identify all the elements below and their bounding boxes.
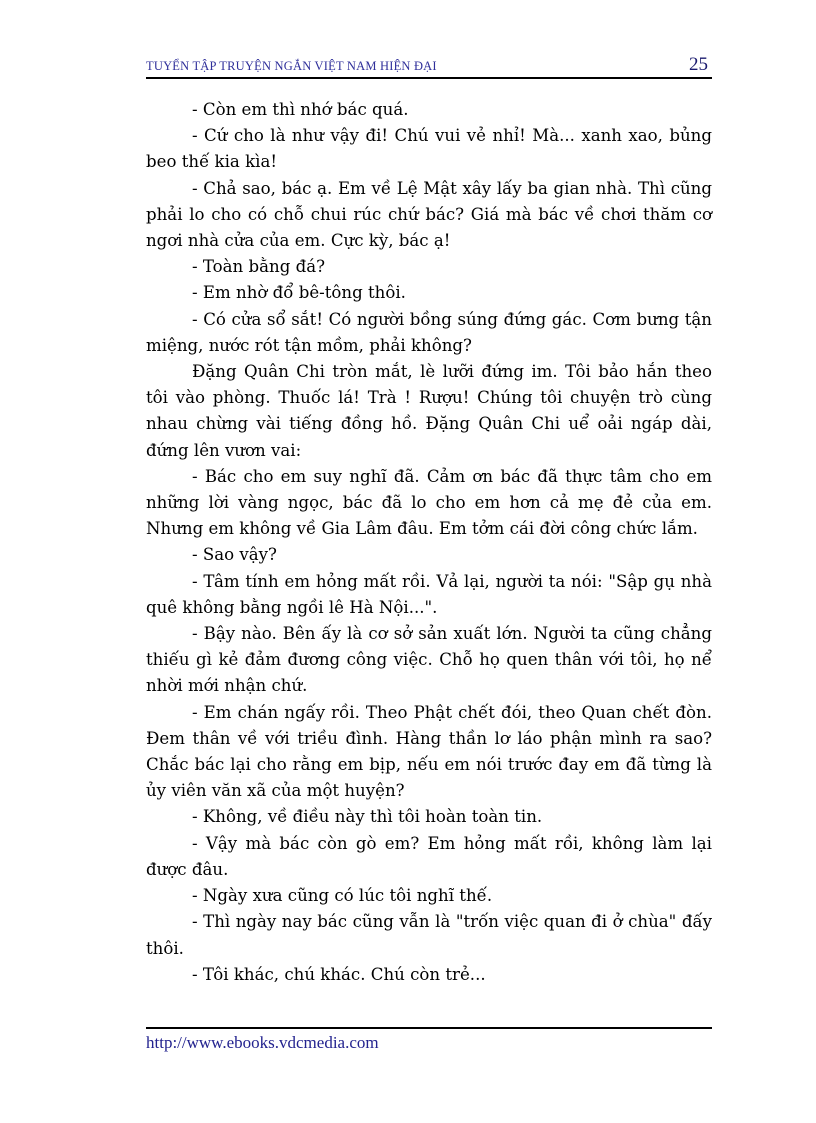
paragraph: - Có cửa sổ sắt! Có người bồng súng đứng gác. Cơm bưng tận miệng, nước rót tận mồm, phải không?	[146, 309, 712, 355]
story-text	[146, 97, 712, 988]
paragraph: - Ngày xưa cũng có lúc tôi nghĩ thế.	[192, 886, 493, 906]
paragraph: - Em nhờ đổ bê-tông thôi.	[192, 283, 406, 303]
paragraph: - Toàn bằng đá?	[192, 257, 326, 277]
paragraph: Đặng Quân Chi tròn mắt, lè lưỡi đứng im. Tôi bảo hắn theo tôi vào phòng. Thuốc lá! Trà ! Rượu! Chúng tôi chuyện trò cùng nhau chừng vài tiếng đồng hồ. Đặng Quân Chi uể oải ngáp dài, đứng lên vươn vai:	[146, 362, 712, 460]
paragraph: - Chả sao, bác ạ. Em về Lệ Mật xây lấy ba gian nhà. Thì cũng phải lo cho có chỗ chui rúc chứ bác? Giá mà bác về chơi thăm cơ ngơi nhà cửa của em. Cực kỳ, bác ạ!	[146, 178, 712, 251]
paragraph: - Bậy nào. Bên ấy là cơ sở sản xuất lớn. Người ta cũng chẳng thiếu gì kẻ đảm đương công việc. Chỗ họ quen thân với tôi, họ nể nhời mới nhận chứ.	[146, 624, 712, 696]
paragraph: - Tâm tính em hỏng mất rồi. Vả lại, người ta nói: "Sập gụ nhà quê không bằng ngồi lê Hà Nội...".	[146, 571, 712, 617]
paragraph: - Còn em thì nhớ bác quá.	[192, 100, 409, 119]
paragraph: - Thì ngày nay bác cũng vẫn là "trốn việc quan đi ở chùa" đấy thôi.	[146, 912, 712, 958]
book-title: TUYỂN TẬP TRUYỆN NGẮN VIỆT NAM HIỆN ĐẠI	[146, 59, 437, 73]
footer-divider	[146, 1027, 712, 1029]
paragraph: - Bác cho em suy nghĩ đã. Cảm ơn bác đã thực tâm cho em những lời vàng ngọc, bác đã lo cho em hơn cả mẹ đẻ của em. Nhưng em không về Gia Lâm đâu. Em tởm cái đời công chức lắm.	[146, 466, 712, 539]
paragraph: - Tôi khác, chú khác. Chú còn trẻ...	[192, 964, 486, 984]
paragraph: - Sao vậy?	[192, 545, 277, 565]
paragraph: - Cứ cho là như vậy đi! Chú vui vẻ nhỉ! Mà... xanh xao, bủng beo thế kia kìa!	[146, 126, 712, 172]
page-header	[146, 54, 712, 78]
paragraph: - Em chán ngấy rồi. Theo Phật chết đói, theo Quan chết đòn. Đem thân về với triều đình. Hàng thần lơ láo phận mình ra sao? Chắc bác lại cho rằng em bịp, nếu em nói trước đay em đã từng là ủy viên văn xã của một huyện?	[146, 702, 712, 801]
page-number: 25	[689, 54, 708, 75]
paragraph: - Vậy mà bác còn gò em? Em hỏng mất rồi, không làm lại được đâu.	[146, 833, 712, 879]
paragraph: - Không, về điều này thì tôi hoàn toàn tin.	[192, 807, 543, 827]
website-link[interactable]: http://www.ebooks.vdcmedia.com	[146, 1033, 379, 1052]
header-divider	[146, 77, 712, 79]
